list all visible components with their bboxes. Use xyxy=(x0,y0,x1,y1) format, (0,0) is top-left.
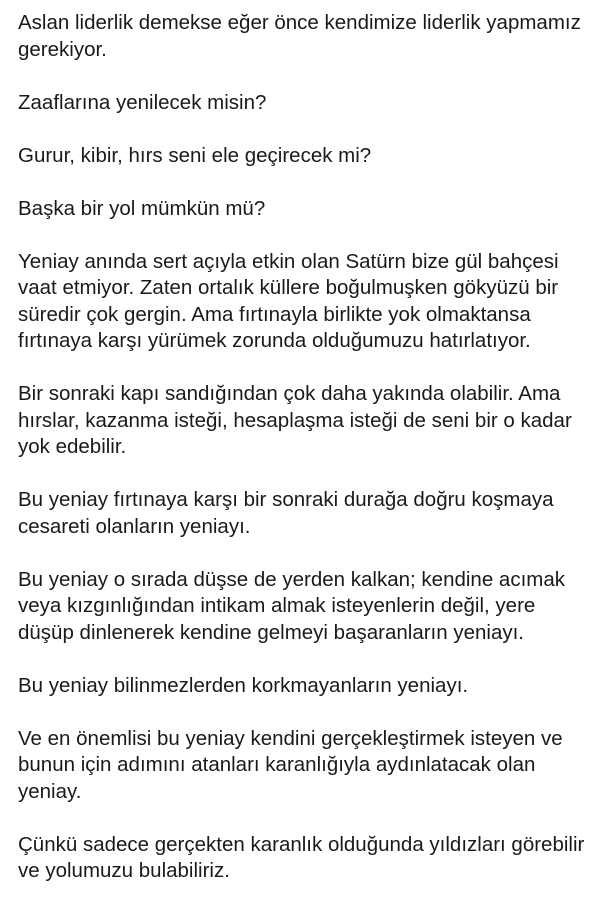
paragraph-7: Bu yeniay fırtınaya karşı bir sonraki durağa doğru koşmaya cesareti olanların yeniayı. xyxy=(18,488,554,538)
paragraph-11: Çünkü sadece gerçekten karanlık olduğunda yıldızları görebilir ve yolumuzu bulabiliriz. xyxy=(18,832,585,882)
paragraph-1: Aslan liderlik demekse eğer önce kendimize liderlik yapmamız gerekiyor. xyxy=(18,11,581,61)
paragraph-5: Yeniay anında sert açıyla etkin olan Satürn bize gül bahçesi vaat etmiyor. Zaten ortalık küllere boğulmuşken gökyüzü bir süredir çok gergin. Ama fırtınayla birlikte yok olmaktansa fırtınaya karşı yürümek zorunda olduğumuzu hatırlatıyor. xyxy=(18,249,559,352)
document-body xyxy=(18,10,588,911)
paragraph-2: Zaaflarına yenilecek misin? xyxy=(18,90,267,114)
paragraph-8: Bu yeniay o sırada düşse de yerden kalkan; kendine acımak veya kızgınlığından intikam almak isteyenlerin değil, yere düşüp dinlenerek kendine gelmeyi başaranların yeniayı. xyxy=(18,567,565,644)
paragraph-10: Ve en önemlisi bu yeniay kendini gerçekleştirmek isteyen ve bunun için adımını atanları karanlığıyla aydınlatacak olan yeniay. xyxy=(18,726,563,803)
paragraph-9: Bu yeniay bilinmezlerden korkmayanların yeniayı. xyxy=(18,673,469,697)
paragraph-3: Gurur, kibir, hırs seni ele geçirecek mi? xyxy=(18,143,372,167)
paragraph-4: Başka bir yol mümkün mü? xyxy=(18,196,266,220)
paragraph-6: Bir sonraki kapı sandığından çok daha yakında olabilir. Ama hırslar, kazanma isteği, hesaplaşma isteği de seni bir o kadar yok edebilir. xyxy=(18,382,572,458)
